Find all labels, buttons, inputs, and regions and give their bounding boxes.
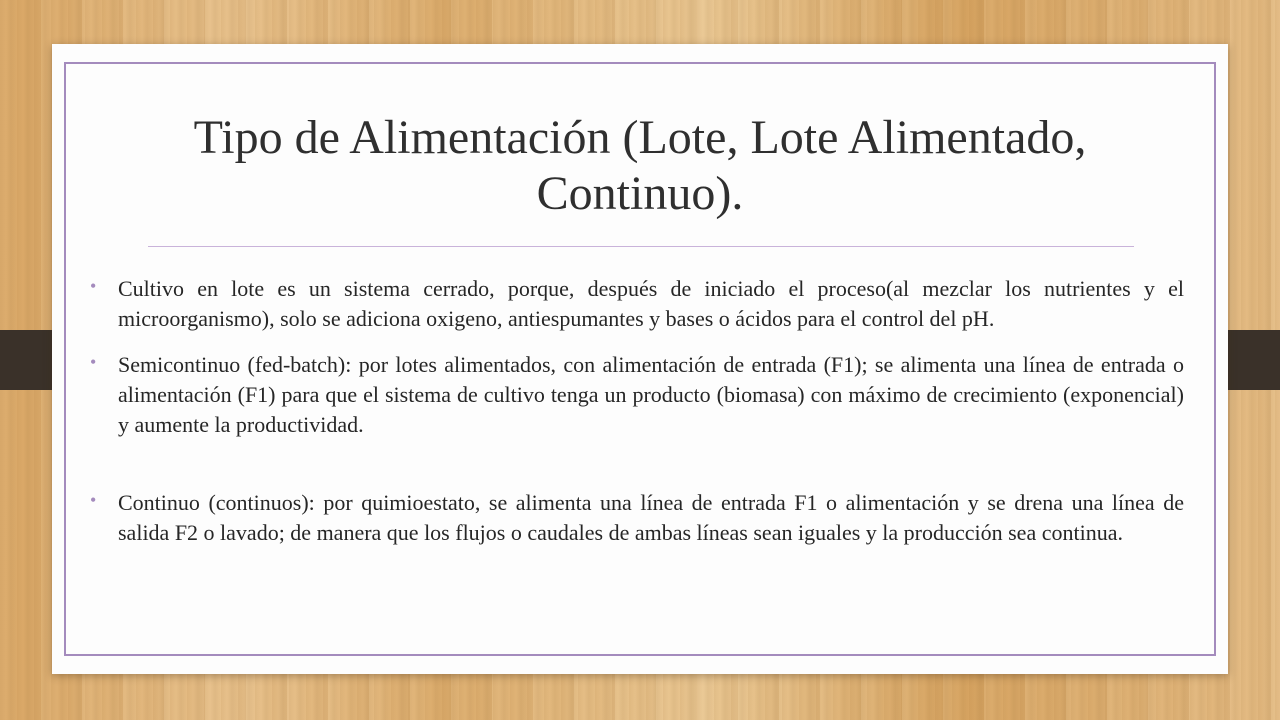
bullet-dot-icon: • [90, 352, 97, 372]
bullet-list [90, 274, 1184, 548]
bullet-dot-icon: • [90, 490, 97, 510]
title-divider [148, 246, 1134, 247]
bullet-dot-icon: • [90, 276, 97, 296]
slide-title: Tipo de Alimentación (Lote, Lote Alimentado, Continuo). [193, 111, 1087, 220]
bullet-text: Semicontinuo (fed-batch): por lotes alimentados, con alimentación de entrada (F1); se alimenta una línea de entrada o alimentación (F1) para que el sistema de cultivo tenga un producto (biomasa) con máximo de crecimiento (exponencial) y aumente la productividad. [118, 352, 1184, 437]
bullet-text: Continuo (continuos): por quimioestato, se alimenta una línea de entrada F1 o alimentación y se drena una línea de salida F2 o lavado; de manera que los flujos o caudales de ambas líneas sean iguales y la producción sea continua. [118, 490, 1184, 545]
bullet-item-lote [90, 274, 1184, 334]
bullet-text: Cultivo en lote es un sistema cerrado, porque, después de iniciado el proceso(al mezclar los nutrientes y el microorganismo), solo se adiciona oxigeno, antiespumantes y bases o ácidos para el control del pH. [118, 276, 1184, 331]
slide-card [52, 44, 1228, 674]
bullet-item-continuo [90, 488, 1184, 548]
bullet-item-semicontinuo [90, 350, 1184, 440]
